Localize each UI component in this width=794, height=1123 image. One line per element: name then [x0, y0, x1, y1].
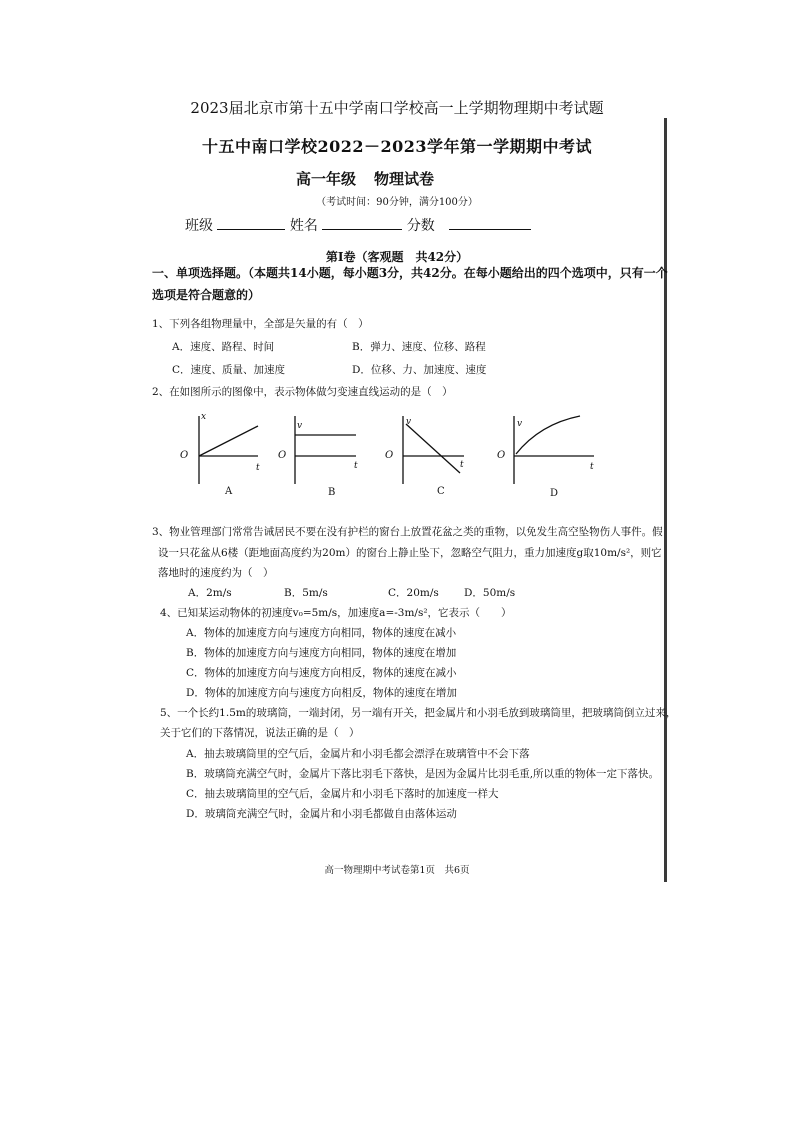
- graph-a-label: A: [225, 486, 233, 497]
- time-info: （考试时间：90分钟，满分100分）: [316, 197, 478, 208]
- q3-option-c: C．20m/s: [388, 587, 439, 599]
- q4-option-b: B．物体的加速度方向与速度方向相同，物体的速度在增加: [186, 647, 457, 659]
- q3-option-b: B．5m/s: [284, 587, 328, 599]
- q2-stem: 2、在如图所示的图像中，表示物体做匀变速直线运动的是（ ）: [152, 386, 453, 398]
- q5-option-a: A．抽去玻璃筒里的空气后，金属片和小羽毛都会漂浮在玻璃管中不会下落: [186, 748, 530, 760]
- grade-subject-line: [296, 168, 452, 189]
- q3-line3: 落地时的速度约为（ ）: [158, 567, 274, 579]
- q3-option-d: D．50m/s: [464, 587, 516, 599]
- graph-c-origin: O: [385, 450, 394, 461]
- graph-c-x-label: t: [460, 460, 464, 470]
- page-edge-shadow: [664, 118, 667, 882]
- score-blank[interactable]: [449, 217, 531, 230]
- q2-graphs: [170, 406, 610, 506]
- student-info-fields: [185, 215, 531, 235]
- q4-option-c: C．物体的加速度方向与速度方向相反，物体的速度在减小: [186, 667, 457, 679]
- q5-line2: 关于它们的下落情况，说法正确的是（ ）: [160, 727, 360, 739]
- q5-line1: 5、一个长约1.5m的玻璃筒，一端封闭，另一端有开关，把金属片和小羽毛放到玻璃筒里，把玻璃筒倒立过来，: [160, 707, 677, 719]
- subject-label: 物理试卷: [374, 170, 435, 188]
- graph-d-label: D: [550, 488, 559, 499]
- q1-option-b: B．弹力、速度、位移、路程: [352, 341, 486, 353]
- section1-line2: 选项是符合题意的）: [152, 288, 261, 302]
- q1-stem: 1、下列各组物理量中，全部是矢量的有（ ）: [152, 318, 369, 330]
- graph-b-y-label: v: [297, 421, 303, 431]
- q3-option-a: A．2m/s: [188, 587, 232, 599]
- q3-line1: 3、物业管理部门常常告诫居民不要在没有护栏的窗台上放置花盆之类的重物，以免发生高空坠物伤人事件。假: [152, 526, 663, 538]
- q4-option-d: D．物体的加速度方向与速度方向相反，物体的速度在增加: [186, 687, 457, 699]
- part-title: 第Ⅰ卷（客观题 共42分）: [325, 250, 469, 264]
- grade-label: 高一年级: [296, 170, 357, 188]
- graph-d-y-label: v: [517, 419, 523, 429]
- document-title: 2023届北京市第十五中学南口学校高一上学期物理期中考试题: [190, 99, 604, 117]
- graph-b-label: B: [328, 487, 336, 498]
- graph-a-origin: O: [180, 450, 189, 461]
- q5-option-b: B．玻璃筒充满空气时，金属片下落比羽毛下落快，是因为金属片比羽毛重,所以重的物体一定下落快。: [186, 768, 660, 780]
- class-label: 班级: [185, 218, 213, 234]
- name-blank[interactable]: [322, 217, 402, 230]
- graph-b-x-label: t: [354, 461, 358, 471]
- q1-option-d: D．位移、力、加速度、速度: [352, 364, 487, 376]
- q5-option-c: C．抽去玻璃筒里的空气后，金属片和小羽毛下落时的加速度一样大: [186, 788, 499, 800]
- q1-option-a: A．速度、路程、时间: [172, 341, 275, 353]
- q1-option-c: C．速度、质量、加速度: [172, 364, 286, 376]
- graph-c-line: [406, 424, 460, 473]
- graph-d-origin: O: [497, 450, 506, 461]
- page-footer: 高一物理期中考试卷第1页 共6页: [324, 865, 470, 876]
- name-label: 姓名: [289, 218, 318, 234]
- graph-d-curve: [516, 416, 580, 454]
- section1-line1: 一、单项选择题。（本题共14小题，每小题3分，共42分。在每小题给出的四个选项中，只有一个: [152, 266, 668, 280]
- exam-title: 十五中南口学校2022－2023学年第一学期期中考试: [201, 137, 593, 156]
- q4-stem: 4、已知某运动物体的初速度v₀=5m/s，加速度a=-3m/s²，它表示（ ）: [160, 607, 512, 619]
- graph-d-x-label: t: [590, 462, 594, 472]
- score-label: 分数: [406, 218, 435, 234]
- q4-option-a: A．物体的加速度方向与速度方向相同，物体的速度在减小: [186, 627, 457, 639]
- q5-option-d: D．玻璃筒充满空气时，金属片和小羽毛都做自由落体运动: [186, 808, 457, 820]
- graph-a-x-label: t: [256, 463, 260, 473]
- q3-line2: 设一只花盆从6楼（距地面高度约为20m）的窗台上静止坠下，忽略空气阻力，重力加速度g取10m/s²，则它: [158, 547, 662, 559]
- graph-a-y-label: x: [201, 412, 207, 422]
- graph-c-y-label: v: [406, 417, 412, 427]
- graph-b-origin: O: [278, 450, 287, 461]
- graph-c-label: C: [437, 486, 445, 497]
- graph-a-line: [199, 426, 258, 456]
- class-blank[interactable]: [217, 217, 285, 230]
